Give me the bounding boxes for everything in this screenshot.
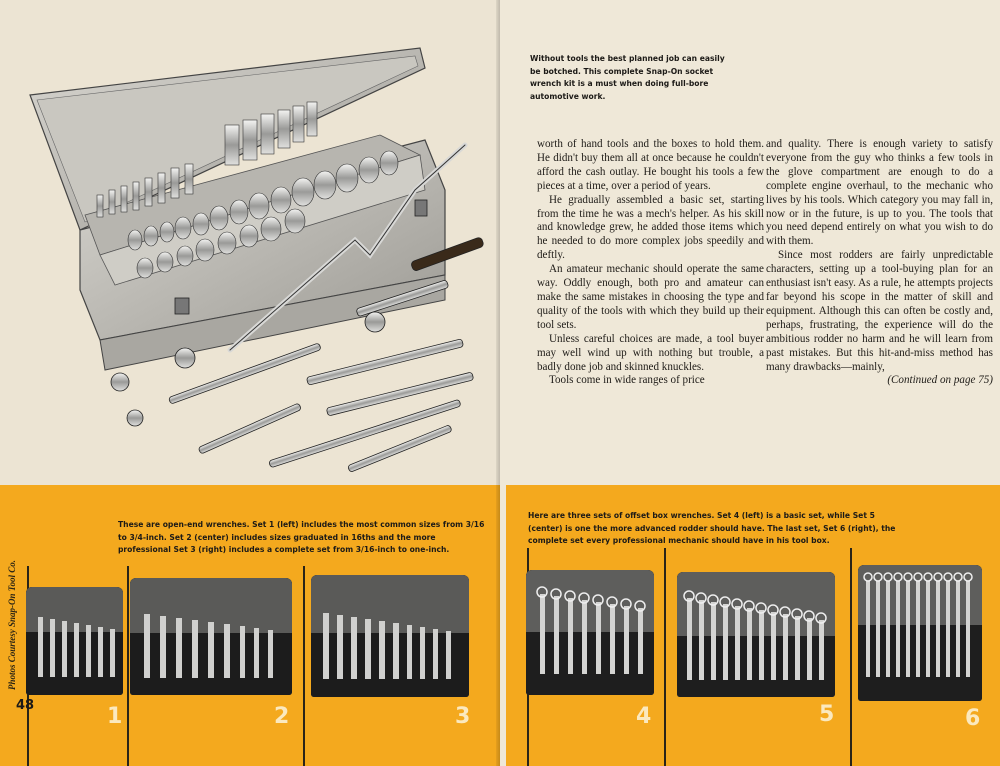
wrench-set-5-photo (677, 572, 835, 697)
body-column-2 (766, 138, 993, 388)
paragraph: An amateur mechanic should operate the same way. Oddly enough, both pro and amateur can make the same mistakes in choosing the type and quality of the tools with which they build up their tool sets. (537, 263, 764, 331)
wrench-set-3-photo (311, 575, 469, 697)
set-number-2: 2 (274, 704, 290, 729)
paragraph: Unless careful choices are made, a tool buyer may well wind up with nothing but trouble, a badly done job and skinned knuckles. (537, 332, 764, 373)
divider-line (850, 548, 852, 766)
paragraph: Since most rodders are fairly unpredictable characters, setting up a tool-buying plan for an enthusiast isn't easy. As a rule, he attempts projects far beyond his scope in the matter of skill and equipment. Although this can often be costly and, perhaps, frustrating, the experience will do the ambitious rodder no harm and he will learn from past mistakes. But this hit-and-miss method has many drawbacks—mainly, (766, 249, 993, 373)
paragraph: Tools come in wide ranges of price (549, 374, 705, 387)
divider-line (664, 548, 666, 766)
wrench-set-4-photo (526, 570, 654, 695)
wrench-set-1-photo (26, 587, 123, 695)
socket-wrench-kit-illustration (25, 40, 495, 485)
offset-box-wrench-caption: Here are three sets of offset box wrenches. Set 4 (left) is a basic set, while Set 5 (center) is one the more advanced rodder should have. The last set, Set 6 (right), the complete set every professional mechanic should have in his tool box. (528, 511, 896, 546)
set-number-3: 3 (455, 704, 471, 729)
wrench-set-6-photo (858, 565, 982, 701)
paragraph: He gradually assembled a basic set, starting from the time he was a mech's helper. As his skill and knowledge grew, he added those items which he needed to do more complex jobs speedily and deftly. (537, 193, 764, 262)
divider-line (303, 566, 305, 766)
page-number: 48 (16, 698, 35, 713)
set-number-1: 1 (107, 704, 123, 729)
continued-note: (Continued on page 75) (887, 374, 993, 387)
set-number-5: 5 (819, 702, 835, 727)
wrench-set-2-photo (130, 578, 292, 695)
paragraph: worth of hand tools and the boxes to hold them. He didn't buy them all at once because he couldn't afford the cash outlay. He bought his tools a few pieces at a time, over a period of years. (537, 138, 764, 192)
divider-line (127, 566, 129, 766)
set-number-4: 4 (636, 704, 652, 729)
paragraph: and quality. There is enough variety to satisfy everyone from the guy who thinks a few tools in the glove compartment are enough to do a complete engine overhaul, to the mechanic who lives by his tools. Which category you may fall in, now or in the future, is up to you. The tools that you need depend entirely on what you wish to do with them. (766, 138, 993, 248)
body-column-1 (537, 138, 764, 388)
set-number-6: 6 (965, 706, 981, 731)
kit-caption: Without tools the best planned job can easily be botched. This complete Snap-On socket wrench kit is a must when doing full-bore automotive work. (530, 54, 725, 101)
open-end-wrench-caption: These are open-end wrenches. Set 1 (left) includes the most common sizes from 3/16 to 3/4-inch. Set 2 (center) includes sizes graduated in 16ths and the more professional Set 3 (right) includes a complete set from 3/16-inch to one-inch. (118, 520, 485, 555)
photo-credit: Photos Courtesy Snap-On Tool Co. (7, 560, 17, 690)
